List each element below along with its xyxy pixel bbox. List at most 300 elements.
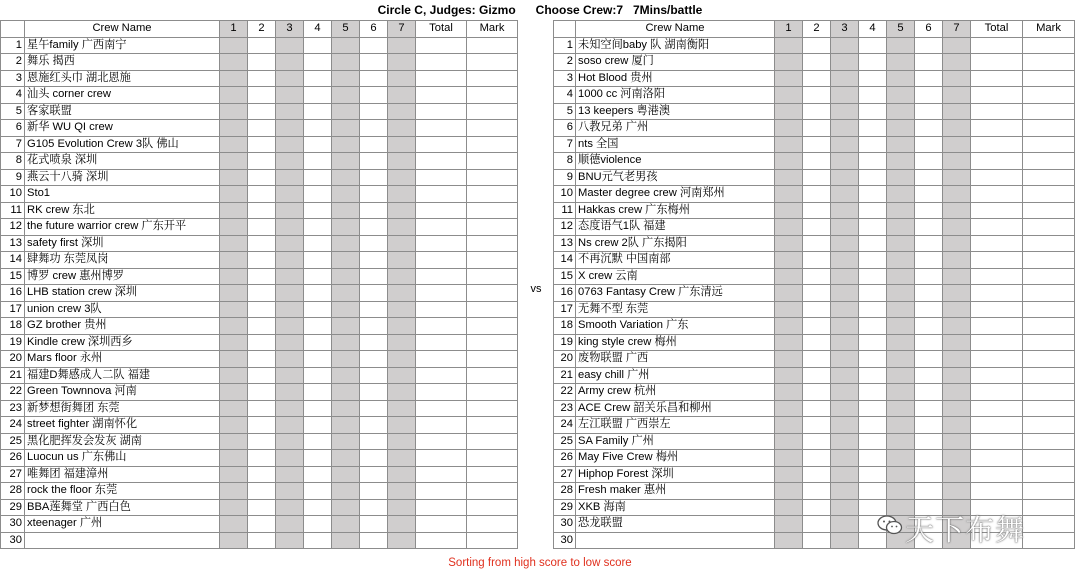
round-5-score-cell[interactable] (332, 367, 360, 384)
round-1-score-cell[interactable] (220, 532, 248, 549)
mark-cell[interactable] (467, 367, 518, 384)
round-6-score-cell[interactable] (915, 285, 943, 302)
round-4-score-cell[interactable] (304, 235, 332, 252)
round-6-score-cell[interactable] (915, 318, 943, 335)
round-3-score-cell[interactable] (831, 87, 859, 104)
round-2-score-cell[interactable] (803, 87, 831, 104)
round-3-score-cell[interactable] (831, 285, 859, 302)
round-5-score-cell[interactable] (332, 153, 360, 170)
round-5-score-cell[interactable] (887, 169, 915, 186)
round-2-score-cell[interactable] (248, 499, 276, 516)
total-cell[interactable] (416, 301, 467, 318)
total-cell[interactable] (416, 70, 467, 87)
round-5-score-cell[interactable] (887, 103, 915, 120)
round-1-score-cell[interactable] (775, 202, 803, 219)
round-5-score-cell[interactable] (887, 433, 915, 450)
round-2-score-cell[interactable] (803, 450, 831, 467)
round-3-score-cell[interactable] (831, 186, 859, 203)
round-4-score-cell[interactable] (304, 136, 332, 153)
round-5-score-cell[interactable] (887, 367, 915, 384)
mark-cell[interactable] (1023, 318, 1075, 335)
mark-cell[interactable] (467, 54, 518, 71)
round-5-score-cell[interactable] (887, 301, 915, 318)
total-cell[interactable] (416, 120, 467, 137)
round-1-score-cell[interactable] (220, 499, 248, 516)
round-6-score-cell[interactable] (915, 219, 943, 236)
round-2-score-cell[interactable] (803, 268, 831, 285)
round-3-score-cell[interactable] (276, 235, 304, 252)
round-1-score-cell[interactable] (220, 120, 248, 137)
mark-cell[interactable] (467, 301, 518, 318)
total-cell[interactable] (416, 384, 467, 401)
round-4-score-cell[interactable] (304, 351, 332, 368)
round-5-score-cell[interactable] (887, 186, 915, 203)
round-7-score-cell[interactable] (943, 37, 971, 54)
total-cell[interactable] (416, 483, 467, 500)
round-1-score-cell[interactable] (220, 103, 248, 120)
round-3-score-cell[interactable] (276, 37, 304, 54)
round-3-score-cell[interactable] (831, 334, 859, 351)
round-7-score-cell[interactable] (388, 153, 416, 170)
round-7-score-cell[interactable] (943, 334, 971, 351)
round-2-score-cell[interactable] (803, 433, 831, 450)
round-5-score-cell[interactable] (887, 153, 915, 170)
round-3-score-cell[interactable] (276, 169, 304, 186)
round-5-score-cell[interactable] (887, 70, 915, 87)
round-7-score-cell[interactable] (388, 417, 416, 434)
mark-cell[interactable] (1023, 351, 1075, 368)
round-4-score-cell[interactable] (304, 499, 332, 516)
round-6-score-cell[interactable] (360, 235, 388, 252)
round-4-score-cell[interactable] (304, 532, 332, 549)
round-4-score-cell[interactable] (304, 285, 332, 302)
round-5-score-cell[interactable] (332, 466, 360, 483)
mark-cell[interactable] (467, 400, 518, 417)
round-2-score-cell[interactable] (803, 483, 831, 500)
round-4-score-cell[interactable] (859, 499, 887, 516)
round-3-score-cell[interactable] (276, 450, 304, 467)
round-5-score-cell[interactable] (332, 499, 360, 516)
round-7-score-cell[interactable] (388, 351, 416, 368)
total-cell[interactable] (416, 136, 467, 153)
total-cell[interactable] (416, 450, 467, 467)
round-2-score-cell[interactable] (248, 219, 276, 236)
round-2-score-cell[interactable] (248, 54, 276, 71)
round-7-score-cell[interactable] (943, 235, 971, 252)
round-1-score-cell[interactable] (220, 186, 248, 203)
round-7-score-cell[interactable] (943, 153, 971, 170)
round-1-score-cell[interactable] (220, 268, 248, 285)
round-4-score-cell[interactable] (859, 169, 887, 186)
round-3-score-cell[interactable] (276, 153, 304, 170)
total-cell[interactable] (971, 351, 1023, 368)
round-1-score-cell[interactable] (775, 37, 803, 54)
round-3-score-cell[interactable] (276, 499, 304, 516)
round-1-score-cell[interactable] (775, 235, 803, 252)
mark-cell[interactable] (1023, 153, 1075, 170)
round-2-score-cell[interactable] (803, 54, 831, 71)
round-1-score-cell[interactable] (220, 136, 248, 153)
round-1-score-cell[interactable] (220, 252, 248, 269)
round-7-score-cell[interactable] (943, 384, 971, 401)
mark-cell[interactable] (1023, 120, 1075, 137)
round-7-score-cell[interactable] (388, 120, 416, 137)
round-4-score-cell[interactable] (304, 120, 332, 137)
round-4-score-cell[interactable] (859, 252, 887, 269)
round-6-score-cell[interactable] (360, 384, 388, 401)
round-1-score-cell[interactable] (775, 532, 803, 549)
round-3-score-cell[interactable] (831, 268, 859, 285)
round-4-score-cell[interactable] (304, 54, 332, 71)
round-2-score-cell[interactable] (248, 70, 276, 87)
round-6-score-cell[interactable] (360, 433, 388, 450)
round-6-score-cell[interactable] (360, 301, 388, 318)
round-6-score-cell[interactable] (915, 400, 943, 417)
round-3-score-cell[interactable] (276, 334, 304, 351)
round-2-score-cell[interactable] (803, 37, 831, 54)
round-3-score-cell[interactable] (276, 70, 304, 87)
round-7-score-cell[interactable] (388, 235, 416, 252)
round-6-score-cell[interactable] (360, 285, 388, 302)
total-cell[interactable] (971, 483, 1023, 500)
round-5-score-cell[interactable] (332, 169, 360, 186)
round-1-score-cell[interactable] (220, 87, 248, 104)
total-cell[interactable] (416, 499, 467, 516)
total-cell[interactable] (416, 417, 467, 434)
round-4-score-cell[interactable] (304, 186, 332, 203)
round-5-score-cell[interactable] (332, 136, 360, 153)
round-7-score-cell[interactable] (943, 433, 971, 450)
round-6-score-cell[interactable] (360, 70, 388, 87)
round-5-score-cell[interactable] (332, 433, 360, 450)
round-1-score-cell[interactable] (775, 318, 803, 335)
round-1-score-cell[interactable] (220, 483, 248, 500)
round-6-score-cell[interactable] (915, 70, 943, 87)
round-2-score-cell[interactable] (248, 103, 276, 120)
round-6-score-cell[interactable] (360, 54, 388, 71)
mark-cell[interactable] (467, 384, 518, 401)
round-5-score-cell[interactable] (332, 384, 360, 401)
mark-cell[interactable] (467, 70, 518, 87)
mark-cell[interactable] (1023, 466, 1075, 483)
round-1-score-cell[interactable] (220, 169, 248, 186)
mark-cell[interactable] (1023, 70, 1075, 87)
round-4-score-cell[interactable] (859, 219, 887, 236)
total-cell[interactable] (971, 54, 1023, 71)
mark-cell[interactable] (467, 153, 518, 170)
round-5-score-cell[interactable] (887, 202, 915, 219)
round-2-score-cell[interactable] (803, 70, 831, 87)
round-7-score-cell[interactable] (388, 186, 416, 203)
round-2-score-cell[interactable] (803, 202, 831, 219)
round-5-score-cell[interactable] (332, 120, 360, 137)
round-2-score-cell[interactable] (248, 483, 276, 500)
round-7-score-cell[interactable] (388, 433, 416, 450)
total-cell[interactable] (971, 136, 1023, 153)
round-2-score-cell[interactable] (803, 120, 831, 137)
round-2-score-cell[interactable] (248, 202, 276, 219)
round-7-score-cell[interactable] (388, 103, 416, 120)
total-cell[interactable] (971, 318, 1023, 335)
round-4-score-cell[interactable] (304, 169, 332, 186)
round-2-score-cell[interactable] (803, 301, 831, 318)
round-4-score-cell[interactable] (304, 516, 332, 533)
round-5-score-cell[interactable] (332, 219, 360, 236)
round-5-score-cell[interactable] (887, 285, 915, 302)
mark-cell[interactable] (1023, 136, 1075, 153)
total-cell[interactable] (971, 466, 1023, 483)
round-7-score-cell[interactable] (388, 334, 416, 351)
round-2-score-cell[interactable] (803, 219, 831, 236)
total-cell[interactable] (971, 285, 1023, 302)
total-cell[interactable] (971, 87, 1023, 104)
round-6-score-cell[interactable] (915, 351, 943, 368)
mark-cell[interactable] (1023, 516, 1075, 533)
round-6-score-cell[interactable] (915, 483, 943, 500)
round-2-score-cell[interactable] (803, 285, 831, 302)
total-cell[interactable] (416, 54, 467, 71)
round-7-score-cell[interactable] (943, 202, 971, 219)
round-7-score-cell[interactable] (943, 252, 971, 269)
round-3-score-cell[interactable] (831, 136, 859, 153)
round-6-score-cell[interactable] (360, 483, 388, 500)
total-cell[interactable] (971, 384, 1023, 401)
round-5-score-cell[interactable] (332, 417, 360, 434)
round-5-score-cell[interactable] (332, 54, 360, 71)
round-1-score-cell[interactable] (775, 87, 803, 104)
round-3-score-cell[interactable] (276, 301, 304, 318)
round-2-score-cell[interactable] (248, 466, 276, 483)
round-3-score-cell[interactable] (276, 202, 304, 219)
round-6-score-cell[interactable] (360, 532, 388, 549)
mark-cell[interactable] (467, 499, 518, 516)
round-3-score-cell[interactable] (831, 532, 859, 549)
round-7-score-cell[interactable] (943, 87, 971, 104)
round-7-score-cell[interactable] (388, 499, 416, 516)
round-7-score-cell[interactable] (943, 285, 971, 302)
mark-cell[interactable] (467, 450, 518, 467)
round-3-score-cell[interactable] (831, 516, 859, 533)
mark-cell[interactable] (1023, 202, 1075, 219)
round-6-score-cell[interactable] (360, 136, 388, 153)
round-3-score-cell[interactable] (276, 252, 304, 269)
round-2-score-cell[interactable] (248, 400, 276, 417)
round-6-score-cell[interactable] (360, 186, 388, 203)
round-3-score-cell[interactable] (831, 70, 859, 87)
round-7-score-cell[interactable] (388, 285, 416, 302)
total-cell[interactable] (971, 268, 1023, 285)
mark-cell[interactable] (1023, 219, 1075, 236)
round-2-score-cell[interactable] (248, 235, 276, 252)
total-cell[interactable] (971, 202, 1023, 219)
round-4-score-cell[interactable] (304, 252, 332, 269)
total-cell[interactable] (971, 235, 1023, 252)
round-7-score-cell[interactable] (388, 483, 416, 500)
round-2-score-cell[interactable] (803, 417, 831, 434)
round-5-score-cell[interactable] (332, 532, 360, 549)
round-6-score-cell[interactable] (915, 120, 943, 137)
round-3-score-cell[interactable] (276, 54, 304, 71)
round-7-score-cell[interactable] (943, 400, 971, 417)
round-4-score-cell[interactable] (304, 367, 332, 384)
mark-cell[interactable] (467, 235, 518, 252)
round-1-score-cell[interactable] (775, 417, 803, 434)
mark-cell[interactable] (1023, 384, 1075, 401)
round-1-score-cell[interactable] (220, 450, 248, 467)
round-2-score-cell[interactable] (803, 384, 831, 401)
round-5-score-cell[interactable] (887, 334, 915, 351)
round-3-score-cell[interactable] (276, 351, 304, 368)
round-1-score-cell[interactable] (220, 351, 248, 368)
round-7-score-cell[interactable] (388, 516, 416, 533)
round-1-score-cell[interactable] (220, 37, 248, 54)
round-7-score-cell[interactable] (943, 367, 971, 384)
round-7-score-cell[interactable] (943, 70, 971, 87)
round-2-score-cell[interactable] (803, 367, 831, 384)
round-4-score-cell[interactable] (859, 37, 887, 54)
round-7-score-cell[interactable] (388, 169, 416, 186)
round-2-score-cell[interactable] (248, 169, 276, 186)
round-1-score-cell[interactable] (775, 466, 803, 483)
mark-cell[interactable] (467, 186, 518, 203)
round-5-score-cell[interactable] (887, 252, 915, 269)
round-1-score-cell[interactable] (775, 169, 803, 186)
round-2-score-cell[interactable] (248, 532, 276, 549)
round-2-score-cell[interactable] (803, 186, 831, 203)
round-4-score-cell[interactable] (859, 153, 887, 170)
round-5-score-cell[interactable] (887, 120, 915, 137)
round-5-score-cell[interactable] (887, 351, 915, 368)
round-6-score-cell[interactable] (915, 466, 943, 483)
round-5-score-cell[interactable] (332, 301, 360, 318)
round-6-score-cell[interactable] (915, 103, 943, 120)
round-4-score-cell[interactable] (304, 219, 332, 236)
round-5-score-cell[interactable] (332, 400, 360, 417)
round-6-score-cell[interactable] (915, 252, 943, 269)
round-3-score-cell[interactable] (831, 301, 859, 318)
round-4-score-cell[interactable] (859, 318, 887, 335)
total-cell[interactable] (416, 433, 467, 450)
round-6-score-cell[interactable] (360, 219, 388, 236)
mark-cell[interactable] (1023, 301, 1075, 318)
round-7-score-cell[interactable] (388, 450, 416, 467)
round-5-score-cell[interactable] (887, 37, 915, 54)
round-1-score-cell[interactable] (775, 136, 803, 153)
round-5-score-cell[interactable] (887, 417, 915, 434)
round-6-score-cell[interactable] (915, 169, 943, 186)
round-3-score-cell[interactable] (276, 417, 304, 434)
round-6-score-cell[interactable] (915, 268, 943, 285)
round-4-score-cell[interactable] (304, 153, 332, 170)
total-cell[interactable] (971, 153, 1023, 170)
mark-cell[interactable] (467, 87, 518, 104)
round-3-score-cell[interactable] (276, 532, 304, 549)
round-6-score-cell[interactable] (915, 54, 943, 71)
round-2-score-cell[interactable] (248, 268, 276, 285)
total-cell[interactable] (416, 169, 467, 186)
round-1-score-cell[interactable] (775, 285, 803, 302)
total-cell[interactable] (416, 351, 467, 368)
round-2-score-cell[interactable] (248, 120, 276, 137)
round-1-score-cell[interactable] (220, 153, 248, 170)
round-3-score-cell[interactable] (276, 516, 304, 533)
round-5-score-cell[interactable] (887, 466, 915, 483)
round-5-score-cell[interactable] (887, 235, 915, 252)
round-1-score-cell[interactable] (775, 384, 803, 401)
round-4-score-cell[interactable] (304, 37, 332, 54)
round-2-score-cell[interactable] (803, 153, 831, 170)
mark-cell[interactable] (1023, 285, 1075, 302)
round-3-score-cell[interactable] (831, 37, 859, 54)
mark-cell[interactable] (467, 466, 518, 483)
round-2-score-cell[interactable] (803, 516, 831, 533)
round-4-score-cell[interactable] (859, 87, 887, 104)
round-1-score-cell[interactable] (775, 120, 803, 137)
round-4-score-cell[interactable] (859, 268, 887, 285)
total-cell[interactable] (416, 532, 467, 549)
round-5-score-cell[interactable] (332, 252, 360, 269)
round-4-score-cell[interactable] (859, 433, 887, 450)
round-3-score-cell[interactable] (276, 400, 304, 417)
mark-cell[interactable] (467, 285, 518, 302)
round-5-score-cell[interactable] (887, 450, 915, 467)
round-4-score-cell[interactable] (304, 70, 332, 87)
round-7-score-cell[interactable] (943, 136, 971, 153)
total-cell[interactable] (416, 466, 467, 483)
round-6-score-cell[interactable] (360, 202, 388, 219)
mark-cell[interactable] (1023, 417, 1075, 434)
round-7-score-cell[interactable] (388, 202, 416, 219)
round-2-score-cell[interactable] (803, 103, 831, 120)
round-4-score-cell[interactable] (304, 334, 332, 351)
round-4-score-cell[interactable] (859, 120, 887, 137)
round-2-score-cell[interactable] (803, 334, 831, 351)
round-1-score-cell[interactable] (220, 318, 248, 335)
round-7-score-cell[interactable] (388, 532, 416, 549)
round-7-score-cell[interactable] (388, 301, 416, 318)
mark-cell[interactable] (1023, 334, 1075, 351)
round-1-score-cell[interactable] (775, 400, 803, 417)
round-3-score-cell[interactable] (831, 384, 859, 401)
round-6-score-cell[interactable] (360, 103, 388, 120)
total-cell[interactable] (416, 235, 467, 252)
round-6-score-cell[interactable] (915, 235, 943, 252)
round-6-score-cell[interactable] (360, 516, 388, 533)
round-3-score-cell[interactable] (831, 367, 859, 384)
round-4-score-cell[interactable] (859, 186, 887, 203)
round-3-score-cell[interactable] (831, 417, 859, 434)
round-6-score-cell[interactable] (915, 301, 943, 318)
round-3-score-cell[interactable] (276, 433, 304, 450)
round-6-score-cell[interactable] (915, 450, 943, 467)
round-1-score-cell[interactable] (775, 433, 803, 450)
mark-cell[interactable] (1023, 450, 1075, 467)
round-2-score-cell[interactable] (248, 516, 276, 533)
round-3-score-cell[interactable] (276, 367, 304, 384)
total-cell[interactable] (971, 450, 1023, 467)
mark-cell[interactable] (467, 318, 518, 335)
round-6-score-cell[interactable] (360, 37, 388, 54)
round-7-score-cell[interactable] (943, 318, 971, 335)
round-7-score-cell[interactable] (388, 37, 416, 54)
total-cell[interactable] (416, 219, 467, 236)
total-cell[interactable] (416, 367, 467, 384)
round-1-score-cell[interactable] (220, 285, 248, 302)
round-7-score-cell[interactable] (388, 136, 416, 153)
round-4-score-cell[interactable] (859, 384, 887, 401)
round-4-score-cell[interactable] (304, 202, 332, 219)
round-2-score-cell[interactable] (248, 367, 276, 384)
